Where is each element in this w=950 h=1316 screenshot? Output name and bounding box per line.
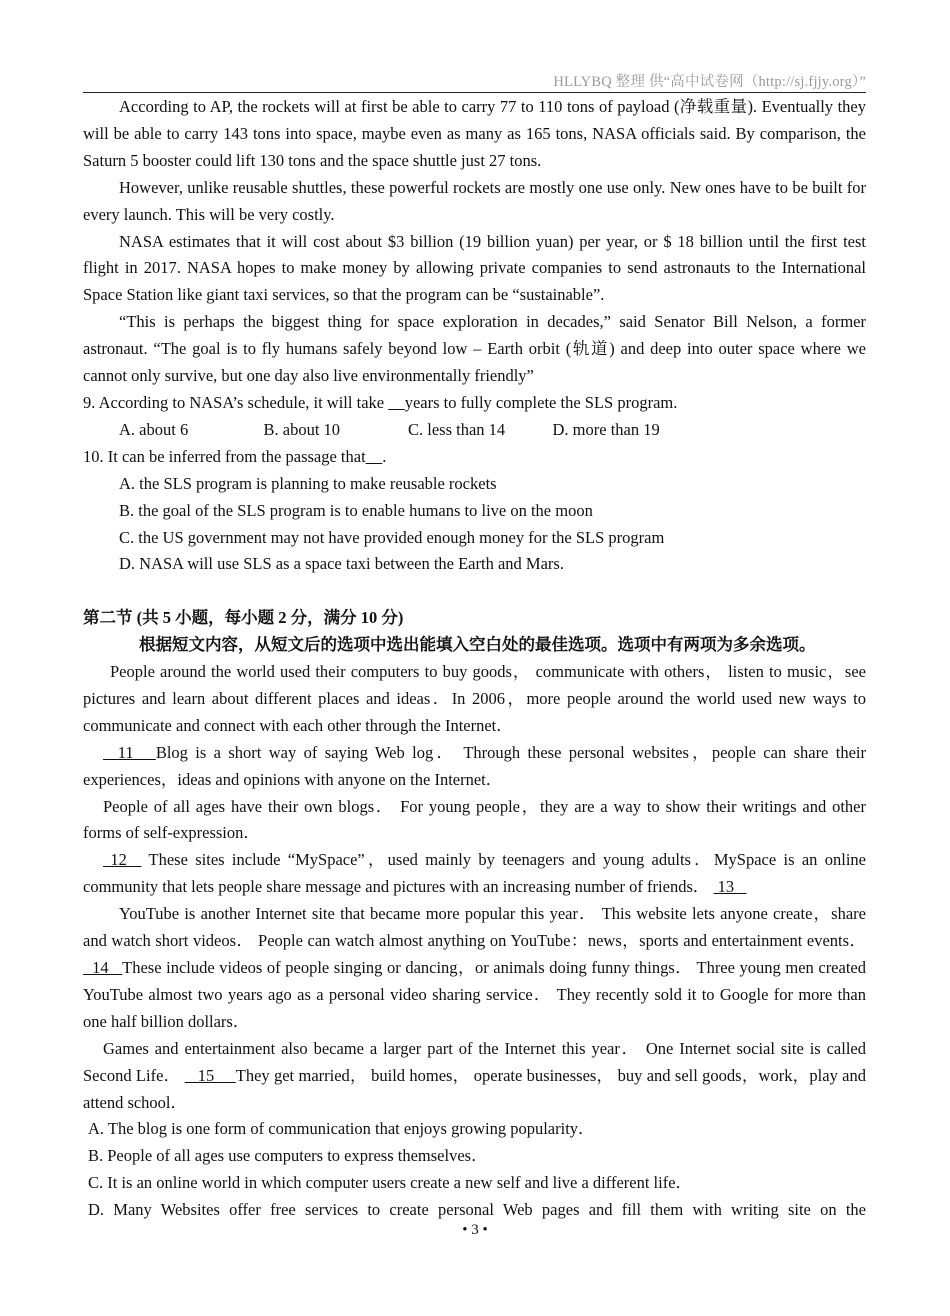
passage-paragraph: According to AP, the rockets will at first be able to carry 77 to 110 tons of payload (净载重量). Eventually they will be able to carry 143 tons into space, maybe even as many as 165 tons, NASA officials said. By comparison, the Saturn 5 booster could lift 130 tons and the space shuttle just 27 tons.: [83, 97, 866, 170]
option-b: B. the goal of the SLS program is to enable humans to live on the moon: [119, 500, 593, 520]
question-9-stem: 9. According to NASA’s schedule, it will take years to fully complete the SLS program.: [83, 392, 678, 412]
question-10-stem: 10. It can be inferred from the passage that .: [83, 446, 387, 466]
page-content: [83, 94, 866, 1224]
answer-option-a: A. The blog is one form of communication that enjoys growing popularity．: [88, 1119, 595, 1139]
page-number: • 3 •: [462, 1222, 488, 1238]
spacer: [83, 578, 866, 605]
question-9-options: [83, 417, 866, 444]
cloze-paragraph: People around the world used their computers to buy goods， communicate with others， listen to music，see pictures and learn about different places and ideas．In 2006，more people around the world used new ways to communicate and connect with each other through the Internet．: [83, 662, 866, 735]
option-a: A. about 6: [119, 419, 189, 439]
section-instruction: 根据短文内容，从短文后的选项中选出能填入空白处的最佳选项。选项中有两项为多余选项。: [139, 635, 816, 655]
cloze-paragraph: Games and entertainment also became a larger part of the Internet this year． One Internet social site is called Second Life． 15 They get married， build homes， operate businesses， buy and sell goods，work，play and attend school．: [83, 1038, 866, 1112]
cloze-paragraph: 12 These sites include “MySpace”，used mainly by teenagers and young adults．MySpace is an online community that lets people share message and pictures with an increasing number of friends． 13: [83, 850, 866, 897]
answer-option-d: D. Many Websites offer free services to create personal Web pages and fill them with writing site on the: [88, 1200, 866, 1220]
passage-paragraph: However, unlike reusable shuttles, these powerful rockets are mostly one use only. New ones have to be built for every launch. This will be very costly.: [83, 177, 866, 224]
cloze-paragraph: YouTube is another Internet site that became more popular this year． This website lets anyone create，share and watch short videos． People can watch almost anything on YouTube：news，sports and entertainment events． 14 These include videos of people singing or dancing，or animals doing funny things． Three young men created YouTube almost two years ago as a personal video sharing service． They recently sold it to Google for more than one half billion dollars．: [83, 904, 866, 1031]
cloze-paragraph: 11 Blog is a short way of saying Web log． Through these personal websites，people can share their experiences，ideas and opinions with anyone on the Internet．: [83, 742, 867, 789]
option-c: C. the US government may not have provided enough money for the SLS program: [119, 527, 665, 547]
header-rule: [83, 92, 866, 93]
option-a: A. the SLS program is planning to make reusable rockets: [119, 473, 497, 493]
blank-12: 12: [103, 850, 142, 870]
passage-paragraph: NASA estimates that it will cost about $3 billion (19 billion yuan) per year, or $ 18 billion until the first test flight in 2017. NASA hopes to make money by allowing private companies to send astronauts to the International Space Station like giant taxi services, so that the program can be “sustainable”.: [83, 231, 866, 305]
section-title: 第二节 (共 5 小题，每小题 2 分，满分 10 分): [83, 608, 404, 628]
blank-11: 11: [103, 742, 156, 762]
option-d: D. more than 19: [552, 419, 660, 439]
passage-paragraph: “This is perhaps the biggest thing for space exploration in decades,” said Senator Bill Nelson, a former astronaut. “The goal is to fly humans safely beyond low – Earth orbit (轨道) and deep into outer space where we cannot only survive, but one day also live environmentally friendly”: [83, 312, 866, 386]
blank-13: 13: [713, 877, 747, 897]
answer-option-c: C. It is an online world in which computer users create a new self and live a different life．: [88, 1173, 693, 1193]
page-header: HLLYBQ 整理 供“高中试卷网（http://sj.fjjy.org）”: [553, 74, 866, 90]
answer-blank: [366, 447, 383, 466]
option-b: B. about 10: [263, 419, 341, 439]
option-c: C. less than 14: [408, 419, 506, 439]
blank-15: 15: [184, 1065, 236, 1085]
answer-blank: [388, 393, 405, 412]
option-d: D. NASA will use SLS as a space taxi between the Earth and Mars.: [119, 554, 564, 574]
answer-option-b: B. People of all ages use computers to express themselves．: [88, 1146, 488, 1166]
cloze-paragraph: People of all ages have their own blogs． For young people，they are a way to show their writings and other forms of self-expression．: [83, 796, 866, 843]
blank-14: 14: [83, 957, 123, 977]
